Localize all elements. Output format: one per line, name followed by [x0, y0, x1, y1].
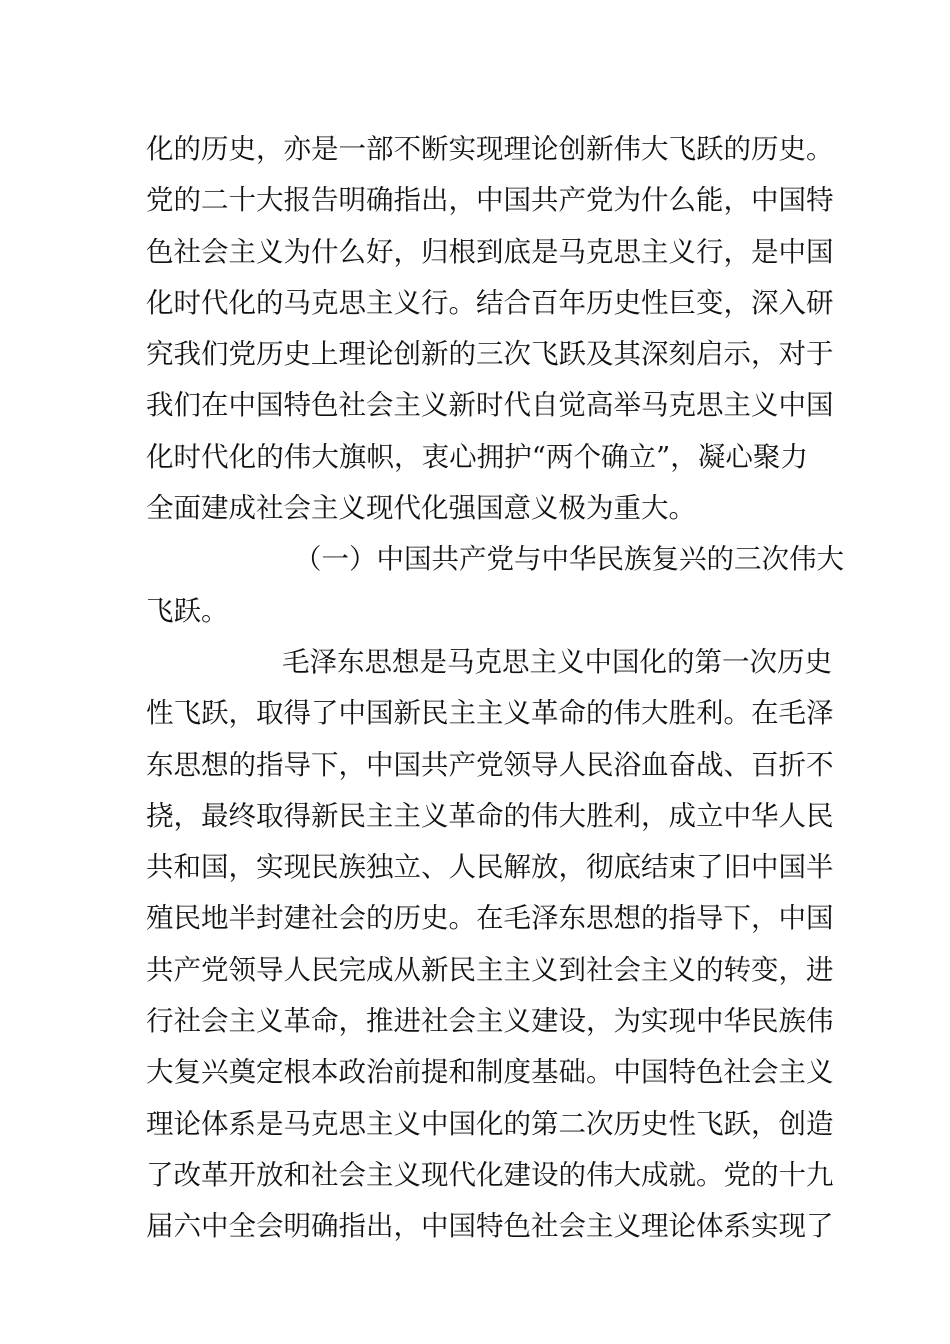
paragraph-intro [146, 124, 834, 534]
text-line: 了改革开放和社会主义现代化建设的伟大成就。党的十九 [146, 1158, 834, 1191]
text-line: 化时代化的伟大旗帜，衷心拥护“两个确立”，凝心聚力 [146, 440, 808, 473]
text-line: 性飞跃，取得了中国新民主主义革命的伟大胜利。在毛泽 [146, 697, 834, 730]
text-line: 党的二十大报告明确指出，中国共产党为什么能，中国特 [146, 184, 834, 217]
text-line: 色社会主义为什么好，归根到底是马克思主义行，是中国 [146, 235, 834, 268]
text-line: 理论体系是马克思主义中国化的第二次历史性飞跃，创造 [146, 1107, 834, 1140]
text-line: 究我们党历史上理论创新的三次飞跃及其深刻启示，对于 [146, 338, 834, 371]
text-line: 全面建成社会主义现代化强国意义极为重大。 [146, 492, 696, 525]
text-line: 我们在中国特色社会主义新时代自觉高举马克思主义中国 [146, 389, 834, 422]
section-heading-line: 飞跃。 [146, 594, 229, 627]
text-line: 共产党领导人民完成从新民主主义到社会主义的转变，进 [146, 953, 834, 986]
section-heading [146, 534, 844, 637]
section-heading-line: （一）中国共产党与中华民族复兴的三次伟大 [294, 543, 844, 576]
text-line: 毛泽东思想是马克思主义中国化的第一次历史 [282, 645, 832, 678]
text-line: 届六中全会明确指出，中国特色社会主义理论体系实现了 [146, 1210, 834, 1243]
text-line: 东思想的指导下，中国共产党领导人民浴血奋战、百折不 [146, 748, 834, 781]
paragraph-three-leaps [146, 637, 834, 1253]
text-line: 共和国，实现民族独立、人民解放，彻底结束了旧中国半 [146, 851, 834, 884]
text-line: 化时代化的马克思主义行。结合百年历史性巨变，深入研 [146, 286, 834, 319]
text-line: 行社会主义革命，推进社会主义建设，为实现中华民族伟 [146, 1005, 834, 1038]
text-line: 挠，最终取得新民主主义革命的伟大胜利，成立中华人民 [146, 799, 834, 832]
text-line: 大复兴奠定根本政治前提和制度基础。中国特色社会主义 [146, 1056, 834, 1089]
text-line: 化的历史，亦是一部不断实现理论创新伟大飞跃的历史。 [146, 133, 834, 165]
text-line: 殖民地半封建社会的历史。在毛泽东思想的指导下，中国 [146, 902, 834, 935]
document-body [146, 124, 844, 1253]
